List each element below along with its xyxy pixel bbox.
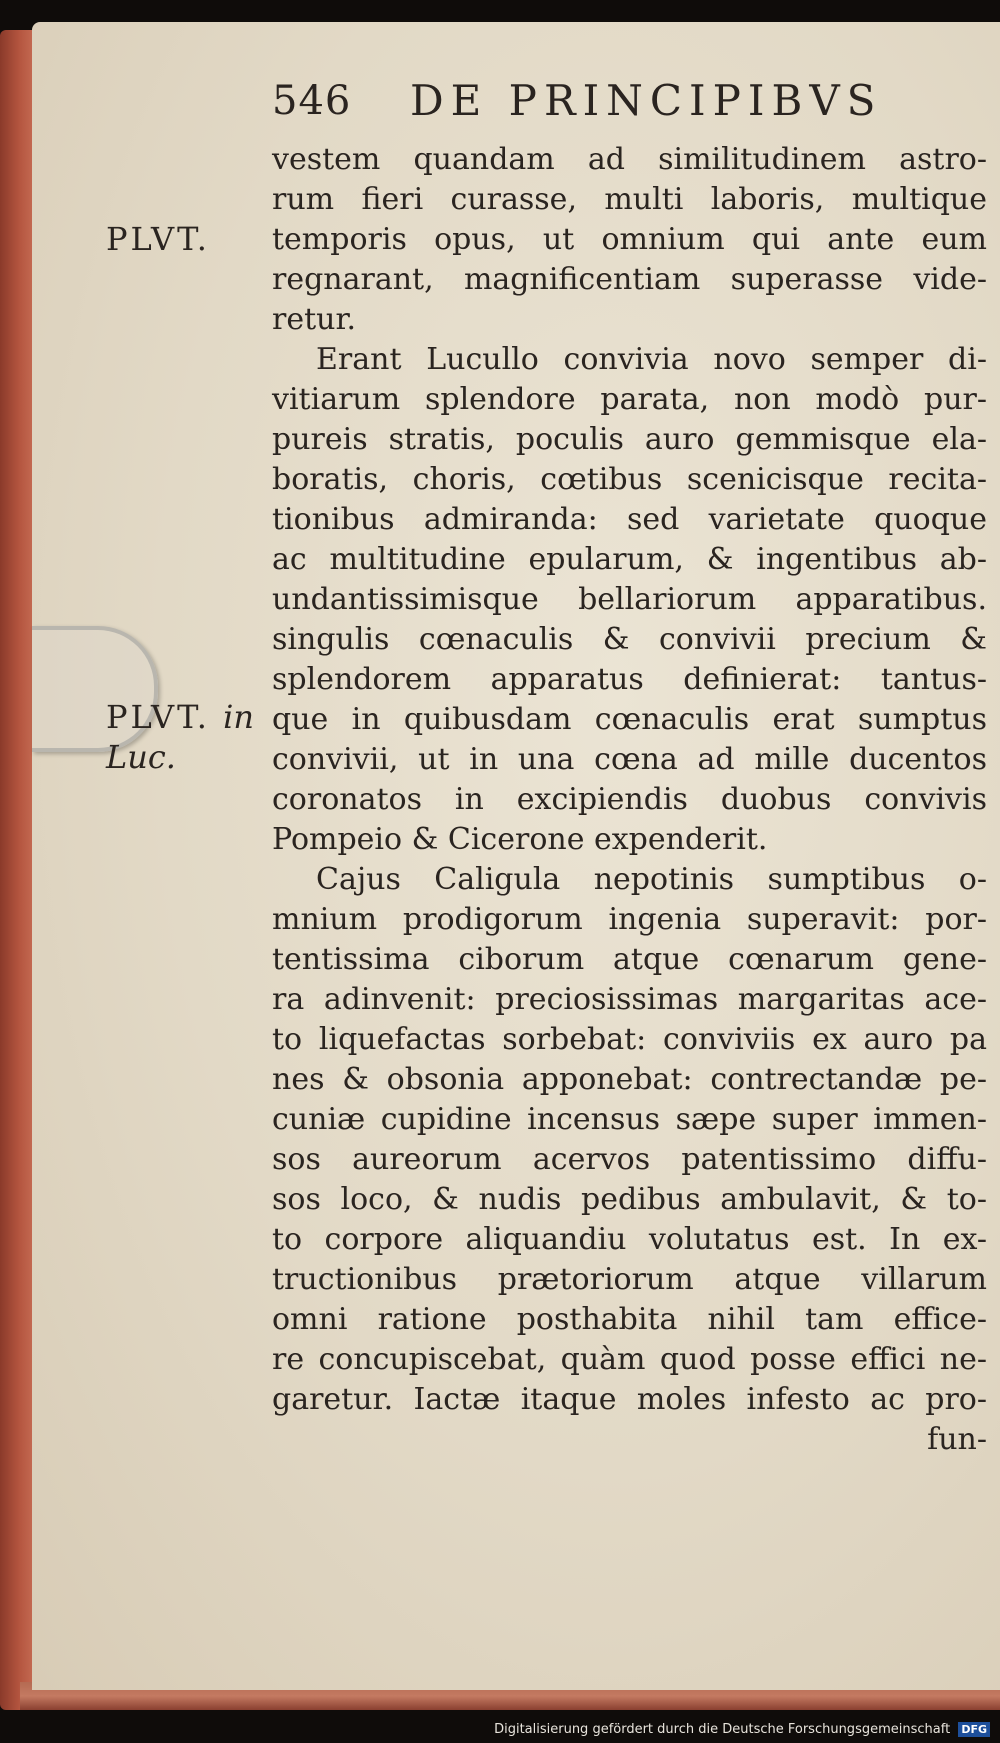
text-line: tructionibus prætoriorum atque villarum <box>272 1262 987 1297</box>
text-line: vitiarum splendore parata, non modò pur- <box>272 382 987 417</box>
text-line: Cajus Caligula nepotinis sumptibus o- <box>316 862 987 897</box>
text-line: ac multitudine epularum, & ingentibus ab- <box>272 542 987 577</box>
margin-note-text: PLVT. <box>106 220 210 258</box>
page-number: 546 <box>272 78 352 124</box>
running-head <box>272 78 972 128</box>
text-line: tionibus admiranda: sed varietate quoque <box>272 502 987 537</box>
text-line: mnium prodigorum ingenia superavit: por- <box>272 902 987 937</box>
footer-text: Digitalisierung gefördert durch die Deutsche Forschungsgemeinschaft <box>494 1722 951 1737</box>
text-line: Pompeio & Cicerone expenderit. <box>272 822 768 857</box>
margin-note-italic: in <box>223 698 254 736</box>
text-line: Erant Lucullo convivia novo semper di- <box>316 342 987 377</box>
text-line: re concupiscebat, quàm quod posse effici ne- <box>272 1342 987 1377</box>
text-line: sos loco, & nudis pedibus ambulavit, & to- <box>272 1182 987 1217</box>
text-line: rum fieri curasse, multi laboris, multique <box>272 182 987 217</box>
margin-note-plut-1 <box>106 220 210 258</box>
text-line: to liquefactas sorbebat: conviviis ex auro pa <box>272 1022 987 1057</box>
margin-note-luc <box>106 738 176 776</box>
text-line: sos aureorum acervos patentissimo diffu- <box>272 1142 987 1177</box>
text-line: que in quibusdam cœnaculis erat sumptus <box>272 702 987 737</box>
text-line: coronatos in excipiendis duobus convivis <box>272 782 987 817</box>
text-line: temporis opus, ut omnium qui ante eum <box>272 222 987 257</box>
text-line: to corpore aliquandiu volutatus est. In ex- <box>272 1222 987 1257</box>
digitization-footer <box>494 1722 990 1737</box>
text-line: boratis, choris, cœtibus scenicisque recita- <box>272 462 987 497</box>
text-line: garetur. Iactæ itaque moles infesto ac pro- <box>272 1382 987 1417</box>
catchword: fun- <box>927 1422 987 1457</box>
text-line: cuniæ cupidine incensus sæpe super immen- <box>272 1102 987 1137</box>
text-line: pureis stratis, poculis auro gemmisque ela- <box>272 422 987 457</box>
text-line: splendorem apparatus definierat: tantus- <box>272 662 987 697</box>
text-line: omni ratione posthabita nihil tam effice- <box>272 1302 987 1337</box>
text-line: singulis cœnaculis & convivii precium & <box>272 622 987 657</box>
dfg-logo: DFG <box>958 1722 990 1737</box>
text-line: nes & obsonia apponebat: contrectandæ pe- <box>272 1062 987 1097</box>
margin-note-italic: Luc. <box>106 738 176 776</box>
text-line: vestem quandam ad similitudinem astro- <box>272 142 987 177</box>
margin-note-plut-2 <box>106 698 254 736</box>
header-title: DE PRINCIPIBVS <box>410 76 883 125</box>
text-line: ra adinvenit: preciosissimas margaritas ace- <box>272 982 987 1017</box>
text-line: convivii, ut in una cœna ad mille ducentos <box>272 742 987 777</box>
margin-note-text: PLVT. <box>106 698 210 736</box>
text-line: retur. <box>272 302 357 337</box>
text-line: tentissima ciborum atque cœnarum gene- <box>272 942 987 977</box>
text-line: undantissimisque bellariorum apparatibus. <box>272 582 987 617</box>
text-line: regnarant, magnificentiam superasse vide- <box>272 262 987 297</box>
book-page <box>32 22 1000 1690</box>
